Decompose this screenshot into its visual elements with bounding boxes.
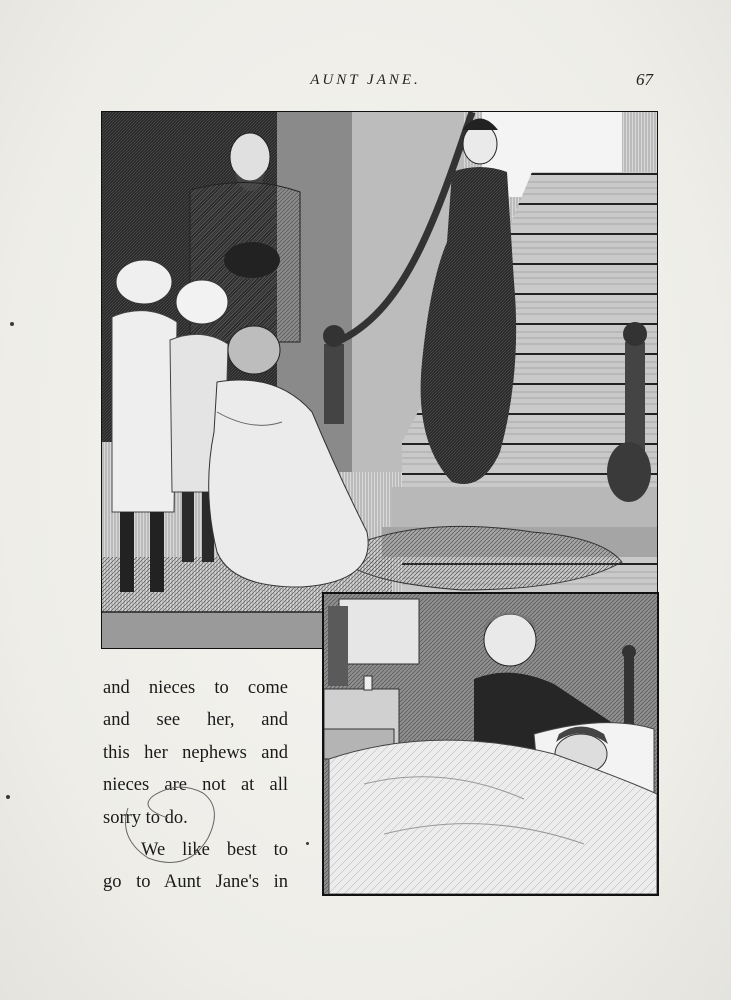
text-line: this her nephews and xyxy=(103,742,288,763)
text-line: and see her, and xyxy=(103,710,288,731)
bedroom-engraving-art xyxy=(324,594,657,894)
hallway-engraving-art xyxy=(102,112,657,648)
page-number: 67 xyxy=(636,70,653,89)
text-line: nieces are not at all xyxy=(103,775,288,796)
text-line: sorry to do. xyxy=(103,807,188,828)
pencil-scribble xyxy=(108,778,238,878)
text-line: We like best to xyxy=(141,840,288,861)
running-title: AUNT JANE. xyxy=(310,72,421,88)
text-line: and nieces to come xyxy=(103,678,288,698)
margin-speck xyxy=(6,795,10,799)
margin-speck xyxy=(306,842,309,845)
hallway-engraving xyxy=(101,111,658,649)
bedroom-engraving xyxy=(322,592,659,896)
margin-speck xyxy=(10,322,14,326)
text-line: go to Aunt Jane's in xyxy=(103,872,288,893)
